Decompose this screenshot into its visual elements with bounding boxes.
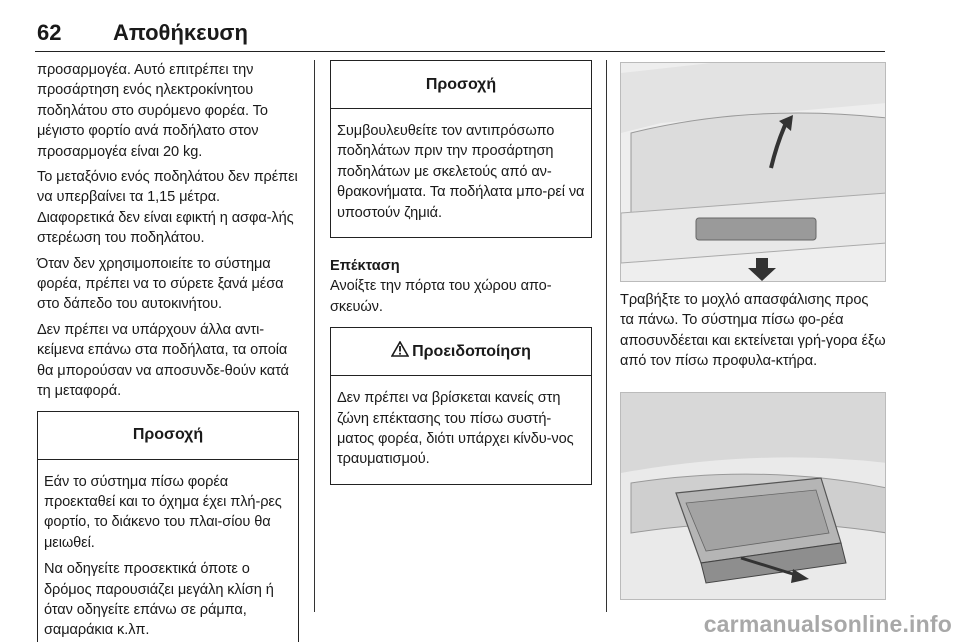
figure-release-lever xyxy=(620,62,886,282)
body-paragraph: Τραβήξτε το μοχλό απασφάλισης προς τα πάνω. Το σύστημα πίσω φο-ρέα αποσυνδέεται και εκτείνεται γρή-γορα έξω από τον πίσω προφυλα-κτήρα. xyxy=(620,292,886,370)
body-paragraph: Ανοίξτε την πόρτα του χώρου απο-σκευών. xyxy=(330,278,552,315)
subheading: Επέκταση xyxy=(330,258,400,275)
caution-paragraph: Συμβουλευθείτε τον αντιπρόσωπο ποδηλάτων πριν την προσάρτηση ποδηλάτων με σκελετούς από αν-θρακονήματα. Τα ποδήλατα μπο-ρεί να υποστούν ζημιά. xyxy=(337,123,585,221)
body-paragraph: Όταν δεν χρησιμοποιείτε το σύστημα φορέα, πρέπει να το σύρετε ξανά μέσα στο δάπεδο του αυτοκινήτου. xyxy=(37,255,284,313)
warning-triangle-icon xyxy=(391,341,409,362)
column-2 xyxy=(330,60,592,485)
body-paragraph: Δεν πρέπει να υπάρχουν άλλα αντι-κείμενα επάνω στα ποδήλατα, τα οποία θα μπορούσαν να αποσυνδε-θούν κατά τη μεταφορά. xyxy=(37,321,289,400)
caution-box-title: Προσοχή xyxy=(38,412,298,460)
page-header xyxy=(35,14,885,52)
warning-box-title xyxy=(331,328,591,376)
column-divider xyxy=(606,60,607,612)
warning-box xyxy=(330,327,592,485)
page-number: 62 xyxy=(37,20,62,45)
body-paragraph: προσαρμογέα. Αυτό επιτρέπει την προσάρτηση ενός ηλεκτροκίνητου ποδηλάτου στο συρόμενο φορέα. Το μέγιστο φορτίο ανά ποδήλατο στον προσαρμογέα είναι 20 kg. xyxy=(37,62,268,160)
figure-carrier-extended xyxy=(620,392,886,600)
column-divider xyxy=(314,60,315,612)
warning-title-text: Προειδοποίηση xyxy=(412,342,531,360)
column-3-text xyxy=(620,290,886,377)
caution-paragraph: Εάν το σύστημα πίσω φορέα προεκταθεί και το όχημα έχει πλή-ρες φορτίο, το διάκενο του πλαι-σίου θα μειωθεί. xyxy=(44,473,282,551)
caution-box-title: Προσοχή xyxy=(331,61,591,109)
column-1 xyxy=(37,60,299,642)
watermark: carmanualsonline.info xyxy=(703,611,952,637)
body-paragraph: Το μεταξόνιο ενός ποδηλάτου δεν πρέπει να υπερβαίνει τα 1,15 μέτρα. Διαφορετικά δεν είναι εφικτή η ασφα-λής στερέωση του ποδηλάτου. xyxy=(37,169,298,247)
caution-paragraph: Να οδηγείτε προσεκτικά όποτε ο δρόμος παρουσιάζει μεγάλη κλίση ή όταν οδηγείτε επάνω σε ράμπα, σαμαράκια κ.λπ. xyxy=(44,561,274,639)
section-title: Αποθήκευση xyxy=(113,20,248,45)
caution-box xyxy=(37,411,299,642)
warning-paragraph: Δεν πρέπει να βρίσκεται κανείς στη ζώνη επέκτασης του πίσω συστή-ματος φορέα, διότι υπάρχει κίνδυ-νος τραυματισμού. xyxy=(337,390,574,468)
caution-box xyxy=(330,60,592,238)
